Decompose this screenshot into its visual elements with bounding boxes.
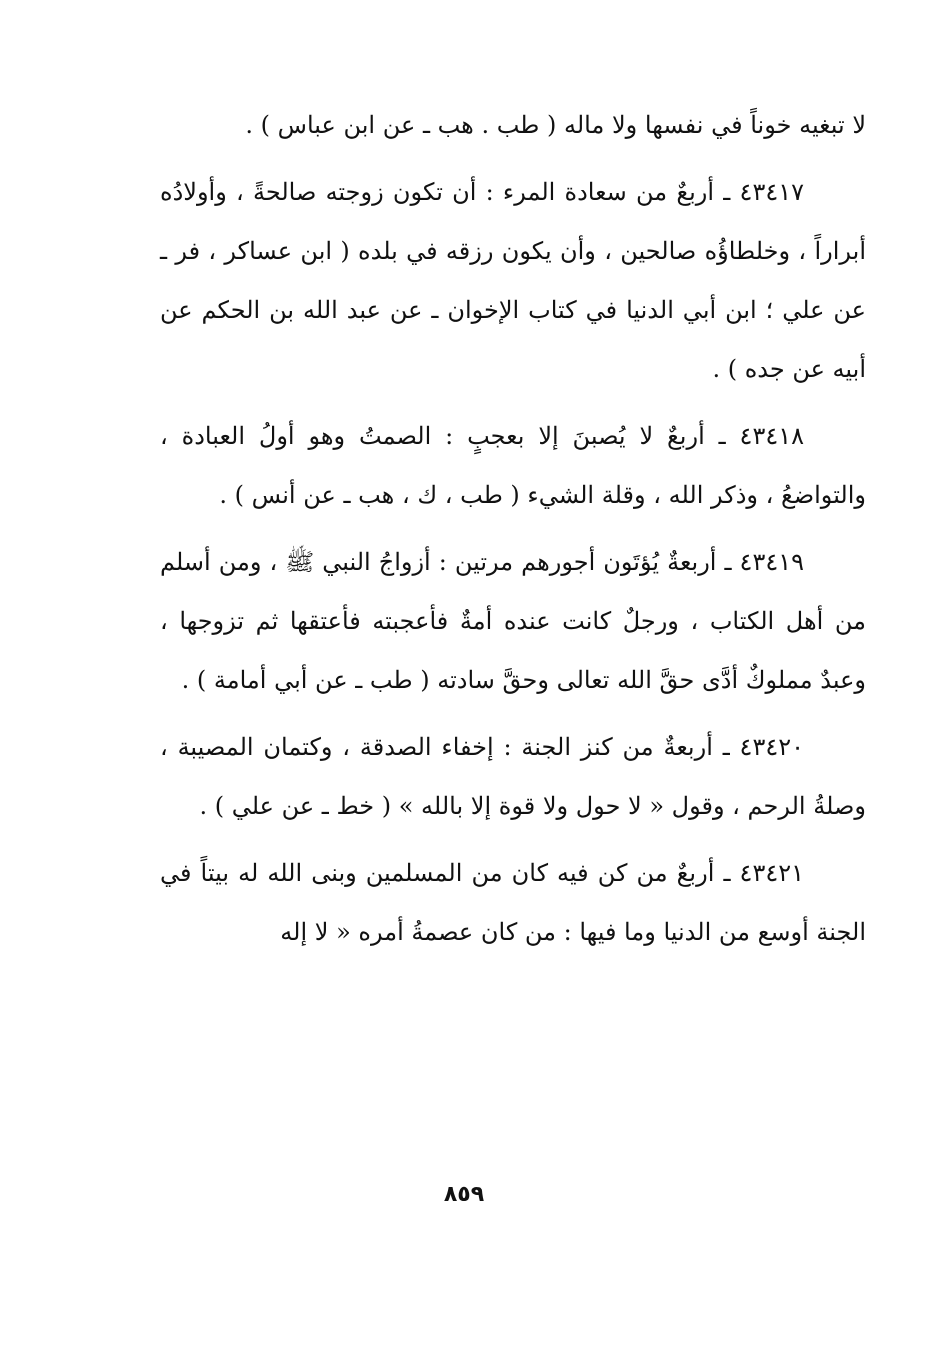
hadith-entry-43420: ٤٣٤٢٠ ـ أربعةٌ من كنز الجنة : إخفاء الصدقة ، وكتمان المصيبة ، وصلةُ الرحم ، وقول « لا حول ولا قوة إلا بالله » ( خط ـ عن علي ) . [160, 733, 866, 820]
hadith-entry-43418: ٤٣٤١٨ ـ أربعٌ لا يُصبنَ إلا بعجبٍ : الصمتُ وهو أولُ العبادة ، والتواضعُ ، وذكر الله ، وقلة الشيء ( طب ، ك ، هب ـ عن أنس ) . [160, 422, 866, 509]
hadith-entry-43417: ٤٣٤١٧ ـ أربعٌ من سعادة المرء : أن تكون زوجته صالحةً ، وأولادُه أبراراً ، وخلطاؤُه صالحين ، وأن يكون رزقه في بلده ( ابن عساكر ، فر ـ عن علي ؛ ابن أبي الدنيا في كتاب الإخوان ـ عن عبد الله بن الحكم عن أبيه عن جده ) . [160, 178, 866, 383]
page-number: ٨٥٩ [443, 1182, 485, 1207]
paragraph-continuation: لا تبغيه خوناً في نفسها ولا ماله ( طب . هب ـ عن ابن عباس ) . [245, 111, 866, 139]
hadith-entry-43421: ٤٣٤٢١ ـ أربعٌ من كن فيه كان من المسلمين وبنى الله له بيتاً في الجنة أوسع من الدنيا وما فيها : من كان عصمةُ أمره « لا إله [160, 859, 866, 946]
hadith-entry-43419: ٤٣٤١٩ ـ أربعةٌ يُؤتَون أجورهم مرتين : أزواجُ النبي ﷺ ، ومن أسلم من أهل الكتاب ، ورجلٌ كانت عنده أمةٌ فأعجبته فأعتقها ثم تزوجها ، وعبدٌ مملوكٌ أدَّى حقَّ الله تعالى وحقَّ سادته ( طب ـ عن أبي أمامة ) . [160, 548, 866, 694]
text-body [160, 96, 866, 970]
